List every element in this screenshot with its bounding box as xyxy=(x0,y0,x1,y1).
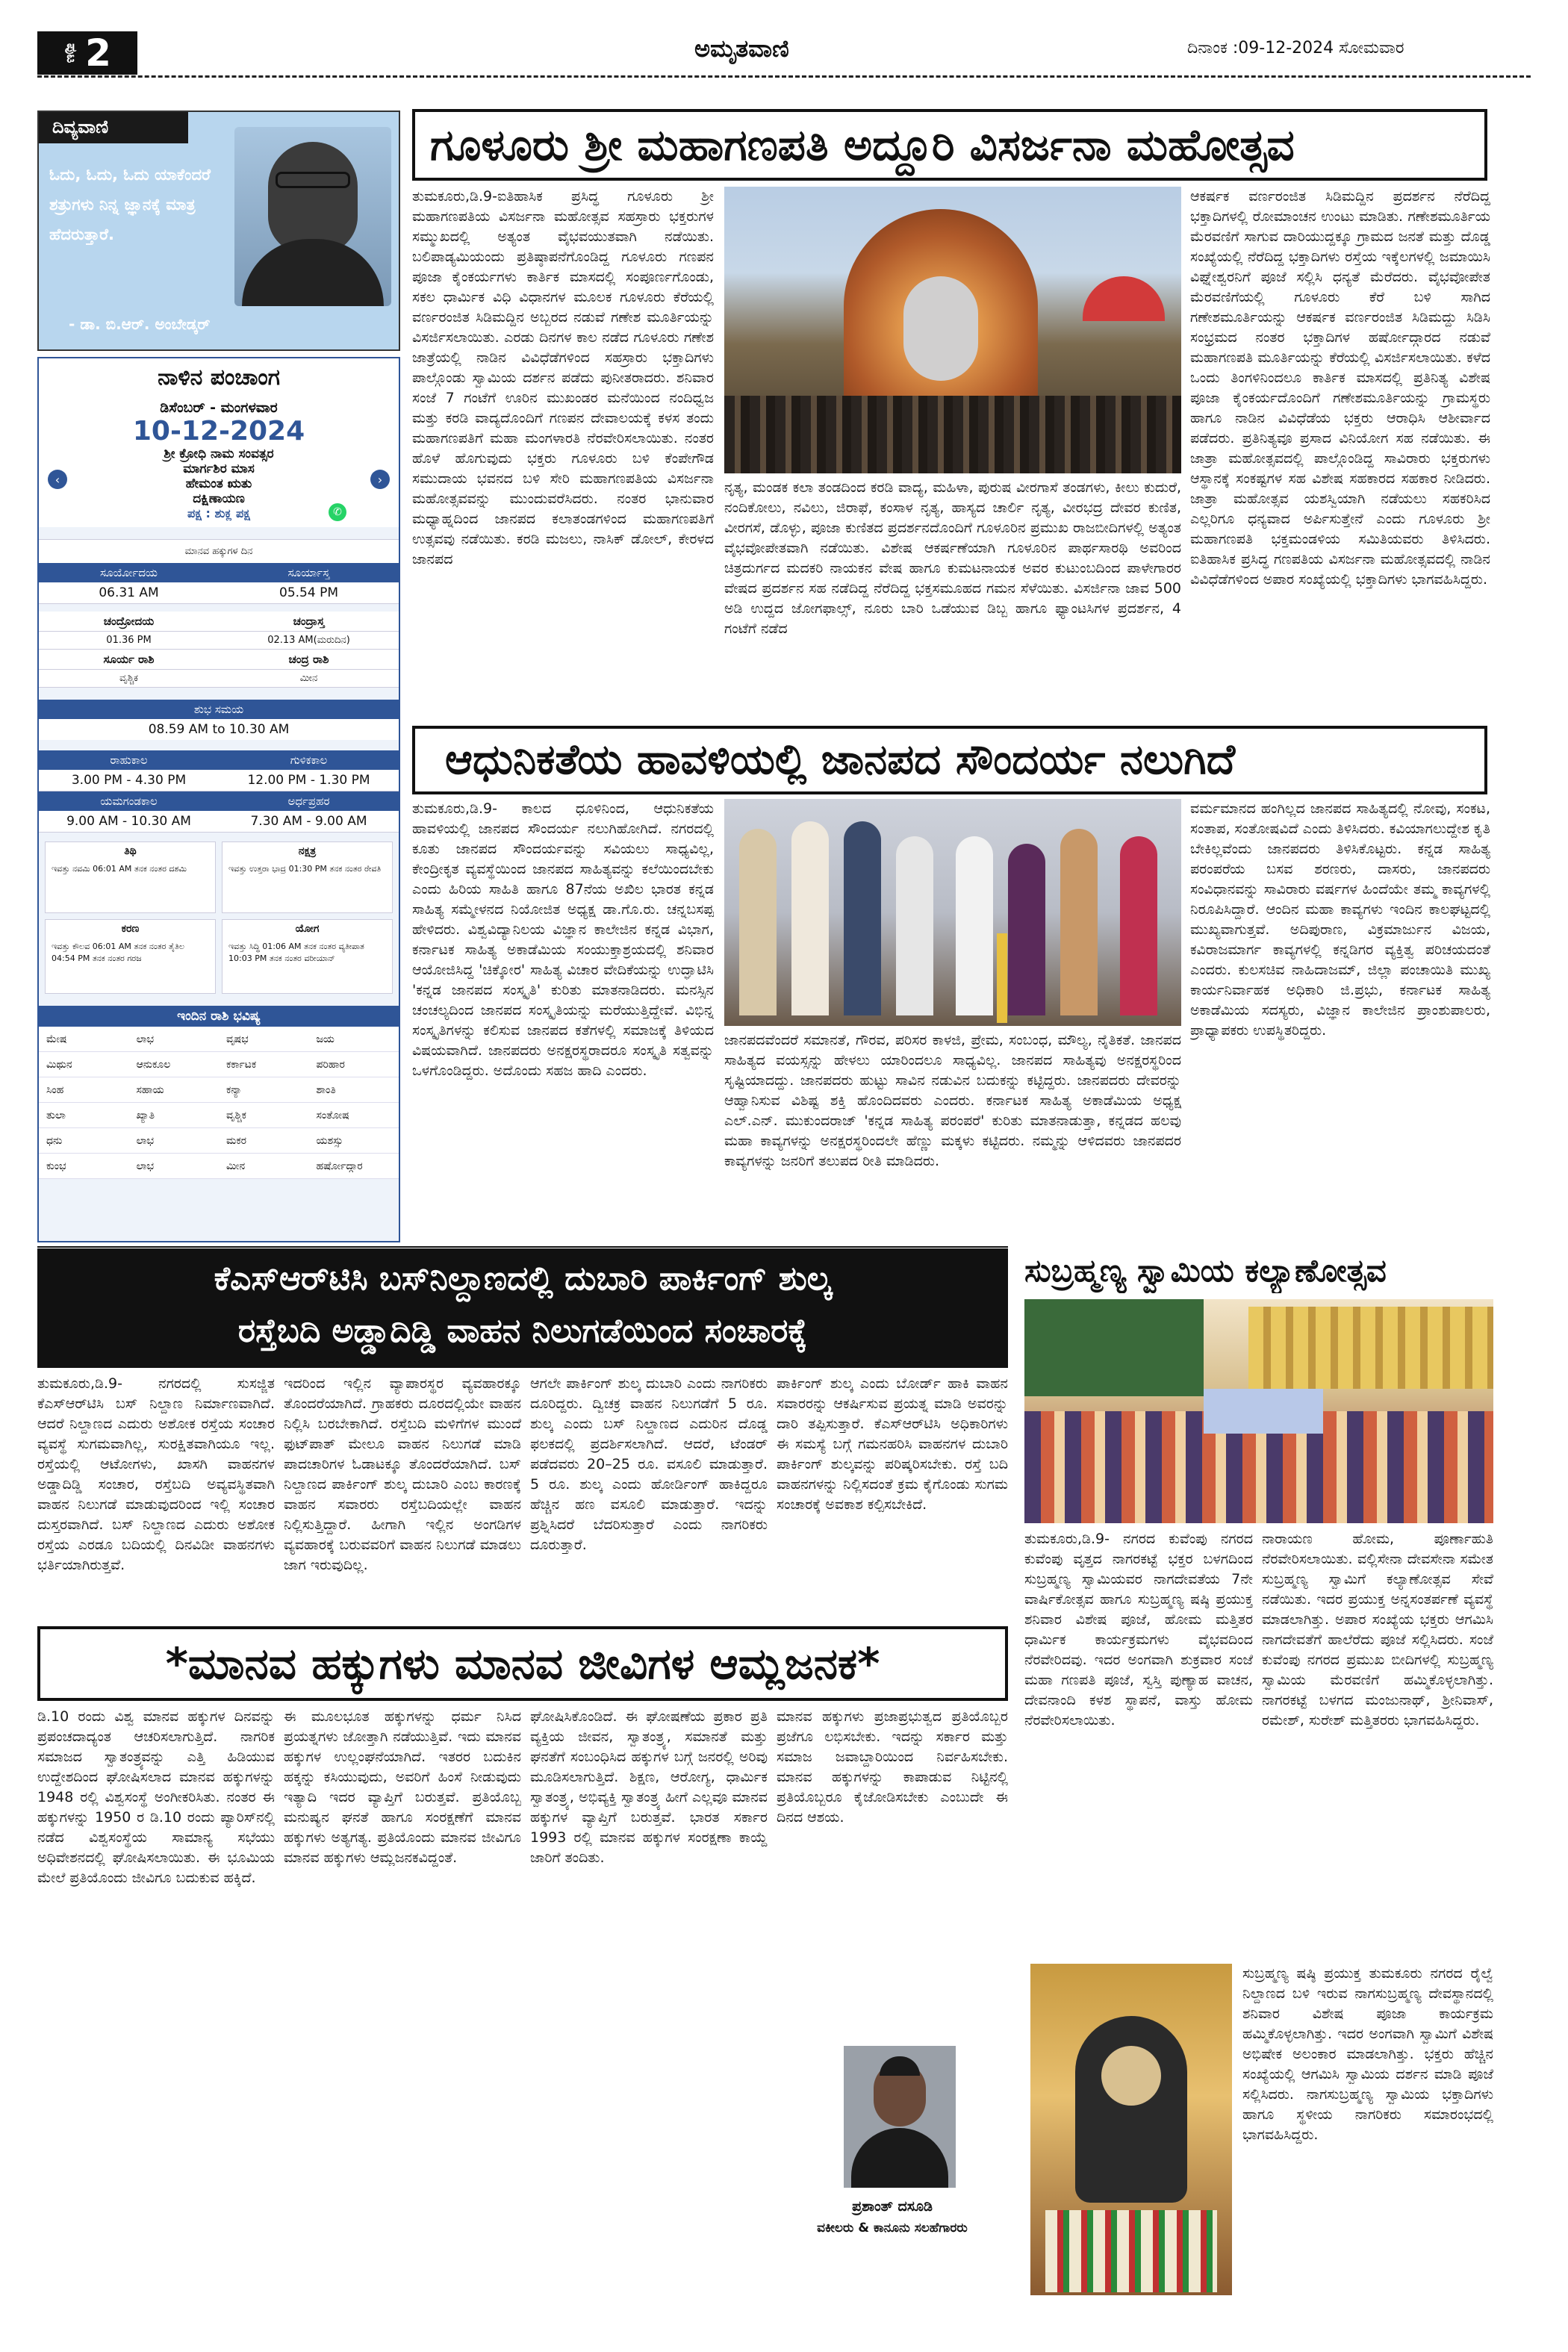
article4-headline: ಸುಬ್ರಹ್ಮಣ್ಯ ಸ್ವಾಮಿಯ ಕಲ್ಯಾಣೋತ್ಸವ xyxy=(1024,1252,1387,1289)
article2-headline: ಆಧುನಿಕತೆಯ ಹಾವಳಿಯಲ್ಲಿ ಜಾನಪದ ಸೌಂದರ್ಯ ನಲುಗಿದೆ xyxy=(445,735,1236,784)
article2-headline-box xyxy=(412,726,1487,794)
panchanga-table-caption: ಮಾನವ ಹಕ್ಕುಗಳ ದಿನ xyxy=(39,539,399,563)
chandra-rashi-value: ಮೀನ xyxy=(299,673,318,684)
rashi-prediction: ಸಂತೋಷ xyxy=(316,1109,349,1121)
panchanga-samvatsara: ಶ್ರೀ ಕ್ರೋಧಿ ನಾಮ ಸಂವತ್ಸರ xyxy=(164,447,274,461)
article3-col1: ತುಮಕೂರು,ಡಿ.9- ನಗರದಲ್ಲಿ ಸುಸಜ್ಜಿತ ಕೆಎಸ್‌ಆರ್‌ಟಿಸಿ ಬಸ್ ನಿಲ್ದಾಣ ನಿರ್ಮಾಣವಾಗಿದೆ. ಆದರೆ ನಿಲ್ದಾಣದ ಎದುರು ಅಶೋಕ ರಸ್ತೆಯ ಸಂಚಾರ ವ್ಯವಸ್ಥೆ ಸುಗಮವಾಗಿಲ್ಲ, ಸುರಕ್ಷಿತವಾಗಿಯೂ ಇಲ್ಲ. ರಸ್ತೆಯಲ್ಲಿ ಆಟೋಗಳು, ಖಾಸಗಿ ವಾಹನಗಳ ಅಡ್ಡಾದಿಡ್ಡಿ ಸಂಚಾರ, ರಸ್ತೆಬದಿ ಅವ್ಯವಸ್ಥಿತವಾಗಿ ವಾಹನ ನಿಲುಗಡೆ ಮಾಡುವುದರಿಂದ ಇಲ್ಲಿ ಸಂಚಾರ ದುಸ್ತರವಾಗಿದೆ. ಬಸ್ ನಿಲ್ದಾಣದ ಎದುರು ಅಶೋಕ ರಸ್ತೆಯ ಎರಡೂ ಬದಿಯಲ್ಲಿ ದಿನವಿಡೀ ವಾಹನಗಳು ಭರ್ತಿಯಾಗಿರುತ್ತವೆ. xyxy=(37,1375,275,1573)
nakshatra-value: ಇವತ್ತು ಉತ್ತರಾ ಭಾದ್ರ 01:30 PM ತನಕ ನಂತರ ರೇವತಿ xyxy=(228,864,382,874)
article1-col2: ನೃತ್ಯ, ಮಂಡಕ ಕಲಾ ತಂಡದಿಂದ ಕರಡಿ ವಾದ್ಯ, ಮಹಿಳಾ, ಪುರುಷ ವೀರಗಾಸೆ ತಂಡಗಳು, ಕೀಲು ಕುದುರೆ, ನಂದಿಕೋಲು, ನವಿಲು, ಜಿರಾಫೆ, ಕಂಸಾಳ ನೃತ್ಯ, ಹಾಸ್ಯದ ಚಾರ್ಲಿ ನೃತ್ಯ, ವೀರಭದ್ರ ದೇವರ ಕುಣಿತ, ವೀರಗಸೆ, ಡೊಳ್ಳು, ಪೂಜಾ ಕುಣಿತದ ಪ್ರದರ್ಶನದೊಂದಿಗೆ ಗೂಳೂರಿನ ಪ್ರಮುಖ ರಾಜಬೀದಿಗಳಲ್ಲಿ ಅತ್ಯಂತ ವೈಭವೋಪೇತವಾಗಿ ನಡೆಯಿತು. ವಿಶೇಷ ಆಕರ್ಷಣೆಯಾಗಿ ಗೂಳೂರಿನ ಪಾರ್ಥಸಾರಥಿ ಅವರಿಂದ ಚಿತ್ರದುರ್ಗದ ಮದಕರಿ ನಾಯಕನ ವೇಷ ಹಾಗೂ ಕುಮಟನಾಯಕ ಅವರ ಕುಟುಂಬದಿಂದ ಪಾಳೇಗಾರರ ವೇಷದ ಪ್ರದರ್ಶನ ಸಹ ನಡೆದಿದ್ದ ನೆರೆದಿದ್ದ ಭಕ್ತಸಮೂಹದ ಗಮನ ಸೆಳೆಯಿತು. ವಿಸರ್ಜಿನಾ ಜಾವ 500 ಅಡಿ ಉದ್ದದ ಜೋಗಫಾಲ್ಸ್, ನೂರು ಬಾರಿ ಒಡೆಯುವ ಡಿಬ್ಬ ಹಾಗೂ ಫ್ಯಾಂಟಸಿಗಳ ಪ್ರದರ್ಶನ, 4 ಗಂಟೆಗೆ ನಡೆದ xyxy=(724,479,1181,637)
moonset-value: 02.13 AM(ಮರುದಿನ) xyxy=(267,635,350,646)
rashi-row xyxy=(39,1154,399,1179)
rashi-sign: ಧನು xyxy=(46,1134,63,1147)
panchanga-masa: ಮಾರ್ಗಶಿರ ಮಾಸ xyxy=(183,461,255,476)
rashi-sign: ತುಲಾ xyxy=(46,1109,66,1121)
article5-headline-box xyxy=(37,1626,1008,1701)
yoga-value: ಇವತ್ತು ಸಿದ್ಧಿ 01:06 AM ತನಕ ನಂತರ ವ್ಯತೀಪಾತ 10:03 PM ತನಕ ನಂತರ ವರೀಯಾನ್ xyxy=(228,942,364,963)
whatsapp-icon[interactable]: ✆ xyxy=(329,503,346,521)
rashi-sign: ವೃಶ್ಚಿಕ xyxy=(226,1109,246,1121)
rahu-value: 3.00 PM - 4.30 PM xyxy=(71,773,187,788)
shubha-label: ಶುಭ ಸಮಯ xyxy=(39,700,399,719)
article5-col1: ಡಿ.10 ರಂದು ವಿಶ್ವ ಮಾನವ ಹಕ್ಕುಗಳ ದಿನವನ್ನು ಪ್ರಪಂಚದಾದ್ಯಂತ ಆಚರಿಸಲಾಗುತ್ತಿದೆ. ನಾಗರಿಕ ಸಮಾಜದ ಸ್ವಾತಂತ್ರ್ಯವನ್ನು ಎತ್ತಿ ಹಿಡಿಯುವ ಉದ್ದೇಶದಿಂದ ಘೋಷಿಸಲಾದ ಮಾನವ ಹಕ್ಕುಗಳನ್ನು 1948 ರಲ್ಲಿ ವಿಶ್ವಸಂಸ್ಥೆ ಅಂಗೀಕರಿಸಿತು. ನಂತರ ಈ ಹಕ್ಕುಗಳನ್ನು 1950 ರ ಡಿ.10 ರಂದು ಪ್ಯಾರಿಸ್‌ನಲ್ಲಿ ನಡೆದ ವಿಶ್ವಸಂಸ್ಥೆಯ ಸಾಮಾನ್ಯ ಸಭೆಯು ಅಧಿವೇಶನದಲ್ಲಿ ಘೋಷಿಸಲಾಯಿತು. ಈ ಭೂಮಿಯ ಮೇಲೆ ಪ್ರತಿಯೊಂದು ಜೀವಿಗೂ ಬದುಕುವ ಹಕ್ಕಿದೆ. xyxy=(37,1708,275,1886)
divyavani-box xyxy=(37,111,400,351)
rashi-row xyxy=(39,1128,399,1154)
karana-value: ಇವತ್ತು ಕೌಲವ 06:01 AM ತನಕ ನಂತರ ತೈತಿಲ 04:54 PM ತನಕ ನಂತರ ಗರಜ xyxy=(52,942,185,963)
sunset-label: ಸೂರ್ಯಾಸ್ತ xyxy=(219,563,399,582)
article4-col3: ಸುಬ್ರಹ್ಮಣ್ಯ ಷಷ್ಠಿ ಪ್ರಯುಕ್ತ ತುಮಕೂರು ನಗರದ ರೈಲ್ವೆ ನಿಲ್ದಾಣದ ಬಳಿ ಇರುವ ನಾಗಸುಬ್ರಹ್ಮಣ್ಯ ದೇವಸ್ಥಾನದಲ್ಲಿ ಶನಿವಾರ ವಿಶೇಷ ಪೂಜಾ ಕಾರ್ಯಕ್ರಮ ಹಮ್ಮಿಕೊಳ್ಳಲಾಗಿತ್ತು. ಇದರ ಅಂಗವಾಗಿ ಸ್ವಾಮಿಗೆ ವಿಶೇಷ ಅಭಿಷೇಕ ಅಲಂಕಾರ ಮಾಡಲಾಗಿತ್ತು. ಭಕ್ತರು ಹೆಚ್ಚಿನ ಸಂಖ್ಯೆಯಲ್ಲಿ ಆಗಮಿಸಿ ಸ್ವಾಮಿಯ ದರ್ಶನ ಮಾಡಿ ಪೂಜೆ ಸಲ್ಲಿಸಿದರು. ನಾಗಸುಬ್ರಹ್ಮಣ್ಯ ಸ್ವಾಮಿಯ ಭಕ್ತಾದಿಗಳು ಹಾಗೂ ಸ್ಥಳೀಯ ನಾಗರಿಕರು ಸಮಾರಂಭದಲ್ಲಿ ಭಾಗವಹಿಸಿದ್ದರು. xyxy=(1242,1965,1493,2143)
surya-rashi-label: ಸೂರ್ಯ ರಾಶಿ xyxy=(103,653,155,666)
rashi-row xyxy=(39,1052,399,1077)
rashi-prediction: ಲಾಭ xyxy=(136,1134,155,1147)
article1-headline-box xyxy=(412,109,1487,181)
rashi-prediction: ಆನುಕೂಲ xyxy=(136,1058,171,1071)
chandra-rashi-label: ಚಂದ್ರ ರಾಶಿ xyxy=(288,653,329,666)
rahu-label: ರಾಹುಕಾಲ xyxy=(39,750,219,770)
article5-col2: ಈ ಮೂಲಭೂತ ಹಕ್ಕುಗಳನ್ನು ಧರ್ಮ ನಿಸಿದ ಪ್ರಯತ್ನಗಳು ಜೋತ್ತಾಗಿ ನಡೆಯುತ್ತಿವೆ. ಇದು ಮಾನವ ಹಕ್ಕುಗಳ ಉಲ್ಲಂಘನೆಯಾಗಿದೆ. ಇತರರ ಬದುಕಿನ ಹಕ್ಕನ್ನು ಕಸಿಯುವುದು, ಅವರಿಗೆ ಹಿಂಸೆ ನೀಡುವುದು ಇತ್ಯಾದಿ ಇದರ ವ್ಯಾಪ್ತಿಗೆ ಬರುತ್ತವೆ. ಪ್ರತಿಯೊಬ್ಬ ಮನುಷ್ಯನ ಘನತೆ ಹಾಗೂ ಸಂರಕ್ಷಣೆಗೆ ಮಾನವ ಹಕ್ಕುಗಳು ಅತ್ಯಗತ್ಯ. ಪ್ರತಿಯೊಂದು ಮಾನವ ಜೀವಿಗೂ ಮಾನವ ಹಕ್ಕುಗಳು ಆಮ್ಲಜನಕವಿದ್ದಂತೆ. xyxy=(284,1708,521,1866)
divyavani-quote: ಓದು, ಓದು, ಓದು ಯಾಕೆಂದರೆ ಶತ್ರುಗಳು ನಿನ್ನ ಜ್ಞಾನಕ್ಕೆ ಮಾತ್ರ ಹೆದರುತ್ತಾರೆ. xyxy=(49,166,211,243)
rashi-prediction: ಜಯ xyxy=(316,1033,335,1045)
article3-headline-box xyxy=(37,1245,1008,1368)
panchanga-box xyxy=(37,357,400,1242)
yama-value: 9.00 AM - 10.30 AM xyxy=(66,814,191,829)
yoga-label: ಯೋಗ xyxy=(295,923,320,935)
panchanga-ritu: ಹೇಮಂತ ಋತು xyxy=(185,476,252,491)
article3-col3: ಆಗಲೇ ಪಾರ್ಕಿಂಗ್ ಶುಲ್ಕ ದುಬಾರಿ ಎಂದು ನಾಗರಿಕರು ದೂರಿದ್ದರು. ದ್ವಿಚಕ್ರ ವಾಹನ ನಿಲುಗಡೆಗೆ 5 ರೂ. ಶುಲ್ಕ ಎಂದು ಬಸ್ ನಿಲ್ದಾಣದ ಎದುರಿನ ದೊಡ್ಡ ಫಲಕದಲ್ಲಿ ಪ್ರದರ್ಶಿಸಲಾಗಿದೆ. ಆದರೆ, ಟೆಂಡರ್ ಪಡೆದವರು 20–25 ರೂ. ವಸೂಲಿ ಮಾಡುತ್ತಾರೆ. 5 ರೂ. ಶುಲ್ಕ ಎಂದು ಹೋರ್ಡಿಂಗ್ ಹಾಕಿದ್ದರೂ ಹೆಚ್ಚಿನ ಹಣ ವಸೂಲಿ ಮಾಡುತ್ತಾರೆ. ಇದನ್ನು ಪ್ರಶ್ನಿಸಿದರೆ ಬೆದರಿಸುತ್ತಾರೆ ಎಂದು ನಾಗರಿಕರು ದೂರುತ್ತಾರೆ. xyxy=(530,1375,768,1553)
article5-col3: ಘೋಷಿಸಿಕೊಂಡಿದೆ. ಈ ಘೋಷಣೆಯ ಪ್ರಕಾರ ಪ್ರತಿ ವ್ಯಕ್ತಿಯ ಜೀವನ, ಸ್ವಾತಂತ್ರ್ಯ, ಸಮಾನತೆ ಮತ್ತು ಘನತೆಗೆ ಸಂಬಂಧಿಸಿದ ಹಕ್ಕುಗಳ ಬಗ್ಗೆ ಜನರಲ್ಲಿ ಅರಿವು ಮೂಡಿಸಲಾಗುತ್ತಿದೆ. ಶಿಕ್ಷಣ, ಆರೋಗ್ಯ, ಧಾರ್ಮಿಕ ಸ್ವಾತಂತ್ರ್ಯ, ಅಭಿವ್ಯಕ್ತಿ ಸ್ವಾತಂತ್ರ್ಯ ಹೀಗೆ ಎಲ್ಲವೂ ಮಾನವ ಹಕ್ಕುಗಳ ವ್ಯಾಪ್ತಿಗೆ ಬರುತ್ತವೆ. ಭಾರತ ಸರ್ಕಾರ 1993 ರಲ್ಲಿ ಮಾನವ ಹಕ್ಕುಗಳ ಸಂರಕ್ಷಣಾ ಕಾಯ್ದೆ ಜಾರಿಗೆ ತಂದಿತು. xyxy=(530,1708,768,1866)
sunset-value: 05.54 PM xyxy=(279,585,338,600)
article2-col1: ತುಮಕೂರು,ಡಿ.9- ಕಾಲದ ಧೂಳಿನಿಂದ, ಆಧುನಿಕತೆಯ ಹಾವಳಿಯಲ್ಲಿ ಜಾನಪದ ಸೌಂದರ್ಯ ನಲುಗಿಹೋಗಿದೆ. ನಗರದಲ್ಲಿ ಕೂತು ಜಾನಪದ ಸೌಂದರ್ಯವನ್ನು ಸವಿಯಲು ಸಾಧ್ಯವಿಲ್ಲ, ಕೇಂದ್ರೀಕೃತ ವ್ಯವಸ್ಥೆಯಿಂದ ಜಾನಪದ ಸಾಹಿತ್ಯವನ್ನು ಕಲೆಯಿಂದಬೇಕು ಎಂದು ಹಿರಿಯ ಸಾಹಿತಿ ಹಾಗೂ 87ನೆಯ ಅಖಿಲ ಭಾರತ ಕನ್ನಡ ಸಾಹಿತ್ಯ ಸಮ್ಮೇಳನದ ನಿಯೋಜಿತ ಅಧ್ಯಕ್ಷ ಡಾ.ಗೊ.ರು. ಚನ್ನಬಸಪ್ಪ ಹೇಳಿದರು. ವಿಶ್ವವಿದ್ಯಾನಿಲಯ ವಿಜ್ಞಾನ ಕಾಲೇಜಿನ ಕನ್ನಡ ವಿಭಾಗ, ಕರ್ನಾಟಕ ಸಾಹಿತ್ಯ ಅಕಾಡೆಮಿಯ ಸಂಯುಕ್ತಾಶ್ರಯದಲ್ಲಿ ಶನಿವಾರ ಆಯೋಜಿಸಿದ್ದ 'ಚಿಕ್ಕೋರ' ಸಾಹಿತ್ಯ ವಿಚಾರ ವೇದಿಕೆಯನ್ನು ಉದ್ಘಾಟಿಸಿ 'ಕನ್ನಡ ಜಾನಪದ ಸಂಸ್ಕೃತಿ' ಕುರಿತು ಮಾತನಾಡಿದರು. ಮನಸ್ಸಿನ ಚಂಚಲ್ಯದಿಂದ ಜಾನಪದ ಸಂಸ್ಕೃತಿಯನ್ನು ಮರೆಯುತ್ತಿದ್ದೇವೆ. ವಿಭಿನ್ನ ಸಂಸ್ಕೃತಿಗಳನ್ನು ಕಲಿಸುವ ಜಾನಪದ ಕತೆಗಳಲ್ಲಿ ಸಮಾಜಕ್ಕೆ ತಿಳಿಯದ ವಿಷಯವಾಗಿದೆ. ಜಾನಪದರು ಅನಕ್ಷರಸ್ಥರಾದರೂ ಸಂಸ್ಕೃತಿ ಸತ್ವವನ್ನು ಒಳಗೊಂಡಿದ್ದರು. ಅದೊಂದು ಸಹಜ ಹಾದಿ ಎಂದರು. xyxy=(412,800,714,1079)
article4-col2: ನಾರಾಯಣ ಹೋಮ, ಪೂರ್ಣಾಹುತಿ ನೆರವೇರಿಸಲಾಯಿತು. ವಲ್ಲಿಸೇನಾ ದೇವಸೇನಾ ಸಮೇತ ಸುಬ್ರಹ್ಮಣ್ಯ ಸ್ವಾಮಿಗೆ ಕಲ್ಯಾಣೋತ್ಸವ ಸೇವೆ ನಡೆಯಿತು. ಇದರ ಪ್ರಯುಕ್ತ ಅನ್ನಸಂತರ್ಪಣೆ ವ್ಯವಸ್ಥೆ ಮಾಡಲಾಗಿತ್ತು. ಅಪಾರ ಸಂಖ್ಯೆಯ ಭಕ್ತರು ಆಗಮಿಸಿ ನಾಗದೇವತೆಗೆ ಹಾಲೆರೆದು ಪೂಜೆ ಸಲ್ಲಿಸಿದರು. ಸಂಜೆ ಕುವೆಂಪು ನಗರದ ಪ್ರಮುಖ ಬೀದಿಗಳಲ್ಲಿ ಸುಬ್ರಹ್ಮಣ್ಯ ಸ್ವಾಮಿಯ ಮೆರವಣಿಗೆ ಹಮ್ಮಿಕೊಳ್ಳಲಾಗಿತ್ತು. ನಾಗರಕಟ್ಟೆ ಬಳಗದ ಮಂಜುನಾಥ್, ಶ್ರೀನಿವಾಸ್, ರಮೇಶ್, ಸುರೇಶ್ ಮತ್ತಿತರರು ಭಾಗವಹಿಸಿದ್ದರು. xyxy=(1262,1531,1493,1729)
article1-headline: ಗೂಳೂರು ಶ್ರೀ ಮಹಾಗಣಪತಿ ಅದ್ದೂರಿ ವಿಸರ್ಜನಾ ಮಹೋತ್ಸವ xyxy=(430,119,1295,170)
tithi-value: ಇವತ್ತು ನವಮಿ 06:01 AM ತನಕ ನಂತರ ದಶಮಿ xyxy=(52,864,187,874)
kalyanotsava-photo xyxy=(1024,1299,1493,1523)
panchanga-title: ನಾಳಿನ ಪಂಚಾಂಗ xyxy=(39,358,399,396)
article1-col3: ಆಕರ್ಷಕ ವರ್ಣರಂಜಿತ ಸಿಡಿಮದ್ದಿನ ಪ್ರದರ್ಶನ ನೆರೆದಿದ್ದ ಭಕ್ತಾದಿಗಳಲ್ಲಿ ರೋಮಾಂಚನ ಉಂಟು ಮಾಡಿತು. ಗಣೇಶಮೂರ್ತಿಯ ಮೆರವಣಿಗೆ ಸಾಗುವ ದಾರಿಯುದ್ದಕ್ಕೂ ಗ್ರಾಮದ ಜನತೆ ಮತ್ತು ದೊಡ್ಡ ಸಂಖ್ಯೆಯಲ್ಲಿ ನೆರೆದಿದ್ದ ಭಕ್ತಾದಿಗಳು ರಸ್ತೆಯ ಇಕ್ಕೆಲಗಳಲ್ಲಿ ಜಮಾಯಿಸಿ ವಿಘ್ನೇಶ್ವರನಿಗೆ ಪೂಜೆ ಸಲ್ಲಿಸಿ ಧನ್ಯತೆ ಮೆರೆದರು. ವೈಭವೋಪೇತ ಮೆರವಣಿಗೆಯಲ್ಲಿ ಗೂಳೂರು ಕೆರೆ ಬಳಿ ಸಾಗಿದ ಗಣೇಶಮೂರ್ತಿಯನ್ನು ಆಕರ್ಷಕ ವರ್ಣರಂಜಿತ ಸಿಡಿಮದ್ದು ಸಿಡಿಸಿ ಸಂಭ್ರಮದ ನಂತರ ಭಕ್ತಾದಿಗಳ ಹರ್ಷೋದ್ಗಾರದ ನಡುವೆ ಮಹಾಗಣಪತಿ ಮೂರ್ತಿಯನ್ನು ಕೆರೆಯಲ್ಲಿ ವಿಸರ್ಜಿಸಲಾಯಿತು. ಕಳೆದ ಒಂದು ತಿಂಗಳಿನಿಂದಲೂ ಕಾರ್ತಿಕ ಮಾಸದಲ್ಲಿ ಪ್ರತಿನಿತ್ಯ ವಿಶೇಷ ಪೂಜಾ ಕೈಂಕರ್ಯದೊಂದಿಗೆ ಗಣೇಶಮೂರ್ತಿಯನ್ನು ಗ್ರಾಮಸ್ಥರು ಹಾಗೂ ನಾಡಿನ ವಿವಿಧೆಡೆಯ ಭಕ್ತರು ಆರಾಧಿಸಿ ಆಶೀರ್ವಾದ ಪಡೆದರು. ಪ್ರತಿನಿತ್ಯವೂ ಪ್ರಸಾದ ವಿನಿಯೋಗ ಸಹ ನಡೆಯಿತು. ಈ ಜಾತ್ರಾ ಮಹೋತ್ಸವದಲ್ಲಿ ಪಾಲ್ಗೊಂಡಿದ್ದ ಸಾವಿರಾರು ಭಕ್ತರುಗಳು ಆಸ್ಥಾನಕ್ಕೆ ಸಂಕಷ್ಟಗಳ ಸಹ ವಿಶೇಷ ಸಹಕಾರದ ಸಹಕಾರ ನೀಡಿದರು. ಜಾತ್ರಾ ಮಹೋತ್ಸವ ಯಶಸ್ವಿಯಾಗಿ ನಡೆಯಲು ಸಹಕರಿಸಿದ ಎಲ್ಲರಿಗೂ ಧನ್ಯವಾದ ಅರ್ಪಿಸುತ್ತೇನೆ ಎಂದು ಗೂಳೂರು ಶ್ರೀ ಮಹಾಗಣಪತಿ ಭಕ್ತಮಂಡಳಿಯ ಸಮಿತಿಯವರು ತಿಳಿಸಿದರು. ಐತಿಹಾಸಿಕ ಪ್ರಸಿದ್ಧ ಗಣಪತಿಯ ವಿಸರ್ಜನಾ ಮಹೋತ್ಸವದಲ್ಲಿ ನಾಡಿನ ವಿವಿಧೆಡೆಗಳಿಂದ ಅಪಾರ ಸಂಖ್ಯೆಯಲ್ಲಿ ಭಕ್ತಾದಿಗಳು ಭಾಗವಹಿಸಿದ್ದರು. xyxy=(1190,188,1490,588)
surya-rashi-value: ವೃಶ್ಚಿಕ xyxy=(119,673,138,684)
rashi-sign: ಕುಂಭ xyxy=(46,1160,66,1172)
moonrise-label: ಚಂದ್ರೋದಯ xyxy=(103,615,155,628)
rashi-prediction: ಪರಿಹಾರ xyxy=(316,1058,345,1071)
gulika-value: 12.00 PM - 1.30 PM xyxy=(247,773,370,788)
rashi-title: ಇಂದಿನ ರಾಶಿ ಭವಿಷ್ಯ xyxy=(39,1006,399,1027)
page-number: 2 xyxy=(85,31,111,75)
panchanga-month-day: ಡಿಸೆಂಬರ್ - ಮಂಗಳವಾರ xyxy=(160,399,278,416)
subrahmanya-idol-photo xyxy=(1030,1964,1232,2295)
rashi-prediction: ಸಹಾಯ xyxy=(136,1083,164,1096)
panchanga-paksha: ಪಕ್ಷ : ಶುಕ್ಲ ಪಕ್ಷ xyxy=(187,506,250,520)
rashi-prediction: ಯಶಸ್ಸು xyxy=(316,1134,343,1147)
rashi-sign: ಸಿಂಹ xyxy=(46,1083,64,1096)
sunrise-value: 06.31 AM xyxy=(99,585,159,600)
tithi-label: ತಿಥಿ xyxy=(124,845,137,857)
nakshatra-label: ನಕ್ಷತ್ರ xyxy=(298,845,317,857)
rashi-prediction: ಹರ್ಷೋದ್ಗಾರ xyxy=(316,1160,363,1172)
author-role: ವಕೀಲರು & ಕಾನೂನು ಸಲಹೆಗಾರರು xyxy=(817,2221,968,2236)
author-name: ಪ್ರಶಾಂತ್ ದಸೂಡಿ xyxy=(852,2198,933,2215)
chevron-left-icon[interactable]: ‹ xyxy=(48,470,67,489)
ganesha-procession-photo xyxy=(724,187,1181,473)
folklore-event-photo xyxy=(724,799,1181,1026)
sunrise-label: ಸೂರ್ಯೋದಯ xyxy=(39,563,219,582)
article2-col3: ವರ್ಮಮಾನದ ಹಂಗಿಲ್ಲದ ಜಾನಪದ ಸಾಹಿತ್ಯದಲ್ಲಿ ನೋವು, ಸಂಕಟ, ಸಂತಾಪ, ಸಂತೋಷವಿದೆ ಎಂದು ತಿಳಿಸಿದರು. ಕವಿಯಾಗಲುದ್ದೇಶ ಕೃತಿ ಬೇಕಿಲ್ಲವೆಂದು ಜಾನಪದರು ತಿಳಿಸಿಕೊಟ್ಟರು. ಕನ್ನಡ ಸಾಹಿತ್ಯ ಪರಂಪರೆಯ ಬಸವ ಶರಣರು, ದಾಸರು, ಜಾನಪದರು ಸಂವಿಧಾನವನ್ನು ಸಾವಿರಾರು ವರ್ಷಗಳ ಹಿಂದೆಯೇ ತಮ್ಮ ಕಾವ್ಯಗಳಲ್ಲಿ ನಿರೂಪಿಸಿದ್ದಾರೆ. ಆಂದಿನ ಮಹಾ ಕಾವ್ಯಗಳು ಇಂದಿನ ಕಾಲಘಟ್ಟದಲ್ಲಿ ಮುಖ್ಯವಾಗುತ್ತವೆ. ಅದಿಪುರಾಣ, ವಿಕ್ರಮಾರ್ಜುನ ವಿಜಯ, ಕವಿರಾಜಮಾರ್ಗ ಕಾವ್ಯಗಳಲ್ಲಿ ಕನ್ನಡಿಗರ ವ್ಯಕ್ತಿತ್ವ ಪರಿಚಯದಂತೆ ಎಂದರು. ಕುಲಸಚಿವ ನಾಹಿದಾಜಮ್, ಜಿಲ್ಲಾ ಪಂಚಾಯಿತಿ ಮುಖ್ಯ ಕಾರ್ಯನಿರ್ವಾಹಕ ಅಧಿಕಾರಿ ಜಿ.ಪ್ರಭು, ಕರ್ನಾಟಕ ಸಾಹಿತ್ಯ ಅಕಾಡೆಮಿಯ ಸದಸ್ಯರು, ವಿಜ್ಞಾನ ಕಾಲೇಜಿನ ಪ್ರಾಂಶುಪಾಲರು, ಪ್ರಾಧ್ಯಾಪಕರು ಉಪಸ್ಥಿತರಿದ್ದರು. xyxy=(1190,800,1490,1039)
rashi-prediction: ಶಾಂತಿ xyxy=(316,1083,336,1096)
rashi-table xyxy=(39,1027,399,1179)
rashi-sign: ಮಕರ xyxy=(226,1134,247,1147)
article3-headline-line1: ಕೆಎಸ್‌ಆರ್‌ಟಿಸಿ ಬಸ್‌ನಿಲ್ದಾಣದಲ್ಲಿ ದುಬಾರಿ ಪಾರ್ಕಿಂಗ್ ಶುಲ್ಕ xyxy=(214,1260,832,1298)
rashi-row xyxy=(39,1027,399,1052)
article2-col2: ಜಾನಪದವೆಂದರೆ ಸಮಾನತೆ, ಗೌರವ, ಪರಿಸರ ಕಾಳಜಿ, ಪ್ರೇಮ, ಸಂಬಂಧ, ಮೌಲ್ಯ, ನೈತಿಕತೆ. ಜಾನಪದ ಸಾಹಿತ್ಯದ ವಯಸ್ಸನ್ನು ಹೇಳಲು ಯಾರಿಂದಲೂ ಸಾಧ್ಯವಿಲ್ಲ. ಜಾನಪದ ಸಾಹಿತ್ಯವು ಅನಕ್ಷರಸ್ಥರಿಂದ ಸೃಷ್ಟಿಯಾದದ್ದು. ಜಾನಪದರು ಹುಟ್ಟು ಸಾವಿನ ನಡುವಿನ ಬದುಕನ್ನು ಕಟ್ಟಿದ್ದರು. ಜಾನಪದರು ದೇವರನ್ನು ಆಹ್ವಾನಿಸುವ ವಿಶಿಷ್ಟ ಶಕ್ತಿ ಹೊಂದಿದವರು ಎಂದರು. ಕರ್ನಾಟಕ ಸಾಹಿತ್ಯ ಅಕಾಡೆಮಿಯ ಅಧ್ಯಕ್ಷ ಎಲ್.ಎನ್. ಮುಕುಂದರಾಜ್ 'ಕನ್ನಡ ಸಾಹಿತ್ಯ ಪರಂಪರೆ' ಕುರಿತು ಮಾತನಾಡುತ್ತಾ, ಕನ್ನಡದ ಹಲವು ಮಹಾ ಕಾವ್ಯಗಳನ್ನು ಅನಕ್ಷರಸ್ಥರಿಂದಲೇ ಹೆಣ್ಣು ಮಕ್ಕಳು ಕಟ್ಟಿದರು. ನಮ್ಮನ್ನು ಆಳಿದವರು ಜಾನಪದರ ಕಾವ್ಯಗಳನ್ನು ಜನರಿಗೆ ತಲುಪದ ರೀತಿ ಮಾಡಿದರು. xyxy=(724,1032,1181,1169)
divyavani-author: - ಡಾ. ಬಿ.ಆರ್. ಅಂಬೇಡ್ಕರ್ xyxy=(69,315,211,333)
header-date: ದಿನಾಂಕ :09-12-2024 ಸೋಮವಾರ xyxy=(1187,39,1404,57)
article3-headline-line2: ರಸ್ತೆಬದಿ ಅಡ್ಡಾದಿಡ್ಡಿ ವಾಹನ ನಿಲುಗಡೆಯಿಂದ ಸಂಚಾರಕ್ಕೆ xyxy=(237,1312,808,1350)
rashi-prediction: ಲಾಭ xyxy=(136,1160,155,1172)
divyavani-title: ದಿವ್ಯವಾಣಿ xyxy=(39,112,188,143)
yama-label: ಯಮಗಂಡಕಾಲ xyxy=(39,791,219,811)
ardha-value: 7.30 AM - 9.00 AM xyxy=(250,814,367,829)
rashi-row xyxy=(39,1077,399,1103)
rashi-sign: ಕನ್ಯಾ xyxy=(226,1083,242,1096)
rashi-sign: ಮಿಥುನ xyxy=(46,1058,72,1071)
page-number-box xyxy=(37,31,137,75)
rashi-row xyxy=(39,1103,399,1128)
ardha-label: ಅರ್ಧಪ್ರಹರ xyxy=(219,791,399,811)
ambedkar-portrait xyxy=(234,127,391,306)
gulika-label: ಗುಳಿಕಕಾಲ xyxy=(219,750,399,770)
panchanga-date: 10-12-2024 xyxy=(132,416,305,447)
rashi-prediction: ಲಾಭ xyxy=(136,1033,155,1045)
rashi-sign: ಕರ್ಕಾಟಕ xyxy=(226,1058,257,1071)
page-header xyxy=(37,25,1531,78)
page-label: ಪುಟ xyxy=(63,43,80,63)
moonrise-value: 01.36 PM xyxy=(106,635,152,646)
chevron-right-icon[interactable]: › xyxy=(370,470,390,489)
article1-col1: ತುಮಕೂರು,ಡಿ.9-ಐತಿಹಾಸಿಕ ಪ್ರಸಿದ್ಧ ಗೂಳೂರು ಶ್ರೀ ಮಹಾಗಣಪತಿಯ ವಿಸರ್ಜನಾ ಮಹೋತ್ಸವ ಸಹಸ್ರಾರು ಭಕ್ತರುಗಳ ಸಮ್ಮುಖದಲ್ಲಿ ಅತ್ಯಂತ ವೈಭವಯುತವಾಗಿ ನಡೆಯಿತು. ಬಲಿಪಾಡ್ಯಮಿಯಂದು ಪ್ರತಿಷ್ಠಾಪನೆಗೊಂಡಿದ್ದ ಗೂಳೂರು ಗಣಪನ ಪೂಜಾ ಕೈಂಕರ್ಯಗಳು ಕಾರ್ತಿಕ ಮಾಸದಲ್ಲಿ ಸಂಪೂರ್ಣಗೊಂಡು, ಸಕಲ ಧಾರ್ಮಿಕ ವಿಧಿ ವಿಧಾನಗಳ ಮೂಲಕ ಗೂಳೂರು ಕೆರೆಯಲ್ಲಿ ವರ್ಣರಂಜಿತ ಸಿಡಿಮದ್ದಿನ ಅಬ್ಬರದ ನಡುವೆ ಗಣೇಶ ಮೂರ್ತಿಯನ್ನು ವಿಸರ್ಜಿಸಲಾಯಿತು. ಎರಡು ದಿನಗಳ ಕಾಲ ನಡೆದ ಗೂಳೂರು ಗಣೇಶ ಜಾತ್ರೆಯಲ್ಲಿ ನಾಡಿನ ವಿವಿಧೆಡೆಗಳಿಂದ ಸಹಸ್ರಾರು ಭಕ್ತಾದಿಗಳು ಪಾಲ್ಗೊಂಡು ಸ್ವಾಮಿಯ ದರ್ಶನ ಪಡೆದು ಪುನೀತರಾದರು. ಶನಿವಾರ ಸಂಜೆ 7 ಗಂಟೆಗೆ ಊರಿನ ಮುಖಂಡರ ಮನೆಯಿಂದ ನಂದಿಧ್ವಜ ಮತ್ತು ಕರಡಿ ವಾದ್ಯದೊಂದಿಗೆ ಗಣಪನ ದೇವಾಲಯಕ್ಕೆ ಕಳಸ ತಂದು ಮಹಾಗಣಪತಿಗೆ ಮಹಾ ಮಂಗಳಾರತಿ ನೆರವೇರಿಸಲಾಯಿತು. ನಂತರ ಹೊಳೆ ಹೊಗುವುದು ಭಕ್ತರು ಗೂಳೂರು ಬಳಿ ಕೆಂಪೇಗೌಡ ಸಮುದಾಯ ಭವನದ ಬಳಿ ಸೇರಿ ಮಹಾಗಣಪತಿಯ ವಿಸರ್ಜನಾ ಮಹೋತ್ಸವವನ್ನು ಮುಂದುವರೆಸಿದರು. ನಂತರ ಭಾನುವಾರ ಮಧ್ಯಾಹ್ನದಿಂದ ಜಾನಪದ ಕಲಾತಂಡಗಳಿಂದ ಮಹಾಗಣಪತಿಗೆ ಉತ್ಸವವು ನಡೆಯಿತು. ಕರಡಿ ಮಜಲು, ನಾಸಿಕ್ ಡೋಲ್, ಕೇರಳದ ಜಾನಪದ xyxy=(412,188,714,567)
article5-col4: ಮಾನವ ಹಕ್ಕುಗಳು ಪ್ರಜಾಪ್ರಭುತ್ವದ ಪ್ರತಿಯೊಬ್ಬರ ಪ್ರಜೆಗೂ ಲಭಿಸಬೇಕು. ಇದನ್ನು ಸರ್ಕಾರ ಮತ್ತು ಸಮಾಜ ಜವಾಬ್ದಾರಿಯಿಂದ ನಿರ್ವಹಿಸಬೇಕು. ಮಾನವ ಹಕ್ಕುಗಳನ್ನು ಕಾಪಾಡುವ ನಿಟ್ಟಿನಲ್ಲಿ ಪ್ರತಿಯೊಬ್ಬರೂ ಕೈಜೋಡಿಸಬೇಕು ಎಂಬುದೇ ಈ ದಿನದ ಆಶಯ. xyxy=(777,1708,1008,1826)
shubha-value: 08.59 AM to 10.30 AM xyxy=(39,719,399,740)
rashi-sign: ಮೇಷ xyxy=(46,1033,67,1045)
article5-headline: *ಮಾನವ ಹಕ್ಕುಗಳು ಮಾನವ ಜೀವಿಗಳ ಆಮ್ಲಜನಕ* xyxy=(165,1638,880,1689)
rashi-sign: ವೃಷಭ xyxy=(226,1033,249,1045)
article3-col2: ಇದರಿಂದ ಇಲ್ಲಿನ ವ್ಯಾಪಾರಸ್ಥರ ವ್ಯವಹಾರಕ್ಕೂ ತೊಂದರೆಯಾಗಿದೆ. ಗ್ರಾಹಕರು ದೂರದಲ್ಲಿಯೇ ವಾಹನ ನಿಲ್ಲಿಸಿ ಬರಬೇಕಾಗಿದೆ. ರಸ್ತೆಬದಿ ಮಳಿಗೆಗಳ ಮುಂದೆ ಫುಟ್‌ಪಾತ್ ಮೇಲೂ ವಾಹನ ನಿಲುಗಡೆ ಮಾಡಿ ಪಾದಚಾರಿಗಳ ಓಡಾಟಕ್ಕೂ ತೊಂದರೆಯಾಗಿದೆ. ಬಸ್ ನಿಲ್ದಾಣದ ಪಾರ್ಕಿಂಗ್ ಶುಲ್ಕ ದುಬಾರಿ ಎಂಬ ಕಾರಣಕ್ಕೆ ವಾಹನ ಸವಾರರು ರಸ್ತೆಬದಿಯಲ್ಲೇ ವಾಹನ ನಿಲ್ಲಿಸುತ್ತಿದ್ದಾರೆ. ಹೀಗಾಗಿ ಇಲ್ಲಿನ ಅಂಗಡಿಗಳ ವ್ಯವಹಾರಕ್ಕೆ ಬರುವವರಿಗೆ ವಾಹನ ನಿಲುಗಡೆ ಮಾಡಲು ಜಾಗ ಇರುವುದಿಲ್ಲ. xyxy=(284,1375,521,1573)
moonset-label: ಚಂದ್ರಾಸ್ತ xyxy=(293,615,325,628)
article4-col1: ತುಮಕೂರು,ಡಿ.9- ನಗರದ ಕುವೆಂಪು ನಗರದ ಕುವೆಂಪು ವೃತ್ತದ ನಾಗರಕಟ್ಟೆ ಭಕ್ತರ ಬಳಗದಿಂದ ಸುಬ್ರಹ್ಮಣ್ಯ ಸ್ವಾಮಿಯವರ ನಾಗದೇವತೆಯ 7ನೇ ವಾರ್ಷಿಕೋತ್ಸವ ಹಾಗೂ ಸುಬ್ರಹ್ಮಣ್ಯ ಷಷ್ಠಿ ಪ್ರಯುಕ್ತ ಶನಿವಾರ ವಿಶೇಷ ಪೂಜೆ, ಹೋಮ ಮತ್ತಿತರ ಧಾರ್ಮಿಕ ಕಾರ್ಯಕ್ರಮಗಳು ವೈಭವದಿಂದ ನೆರವೇರಿದವು. ಇದರ ಅಂಗವಾಗಿ ಶುಕ್ರವಾರ ಸಂಜೆ ಮಹಾ ಗಣಪತಿ ಪೂಜೆ, ಸ್ವಸ್ತಿ ಪುಣ್ಯಾಹ ವಾಚನ, ದೇವನಾಂದಿ ಕಳಶ ಸ್ಥಾಪನೆ, ವಾಸ್ತು ಹೋಮ ನೆರವೇರಿಸಲಾಯಿತು. xyxy=(1024,1531,1253,1729)
rashi-prediction: ಖ್ಯಾತಿ xyxy=(136,1109,155,1121)
paper-name: ಅಮೃತವಾಣಿ xyxy=(694,34,789,63)
article3-col4: ಪಾರ್ಕಿಂಗ್ ಶುಲ್ಕ ಎಂದು ಬೋರ್ಡ್ ಹಾಕಿ ವಾಹನ ಸವಾರರನ್ನು ಆಕರ್ಷಿಸುವ ಪ್ರಯತ್ನ ಮಾಡಿ ಅವರನ್ನು ದಾರಿ ತಪ್ಪಿಸುತ್ತಾರೆ. ಕೆಎಸ್‌ಆರ್‌ಟಿಸಿ ಅಧಿಕಾರಿಗಳು ಈ ಸಮಸ್ಯೆ ಬಗ್ಗೆ ಗಮನಹರಿಸಿ ವಾಹನಗಳ ದುಬಾರಿ ಪಾರ್ಕಿಂಗ್ ಶುಲ್ಕವನ್ನು ಪರಿಷ್ಕರಿಸಬೇಕು. ರಸ್ತೆ ಬದಿ ವಾಹನಗಳನ್ನು ನಿಲ್ಲಿಸದಂತೆ ಕ್ರಮ ಕೈಗೊಂಡು ಸುಗಮ ಸಂಚಾರಕ್ಕೆ ಅವಕಾಶ ಕಲ್ಪಿಸಬೇಕಿದೆ. xyxy=(777,1375,1008,1513)
author-photo xyxy=(844,2046,956,2188)
rashi-sign: ಮೀನ xyxy=(226,1160,246,1172)
karana-label: ಕರಣ xyxy=(121,923,140,935)
panchanga-ayana: ದಕ್ಷಿಣಾಯಣ xyxy=(193,491,245,506)
